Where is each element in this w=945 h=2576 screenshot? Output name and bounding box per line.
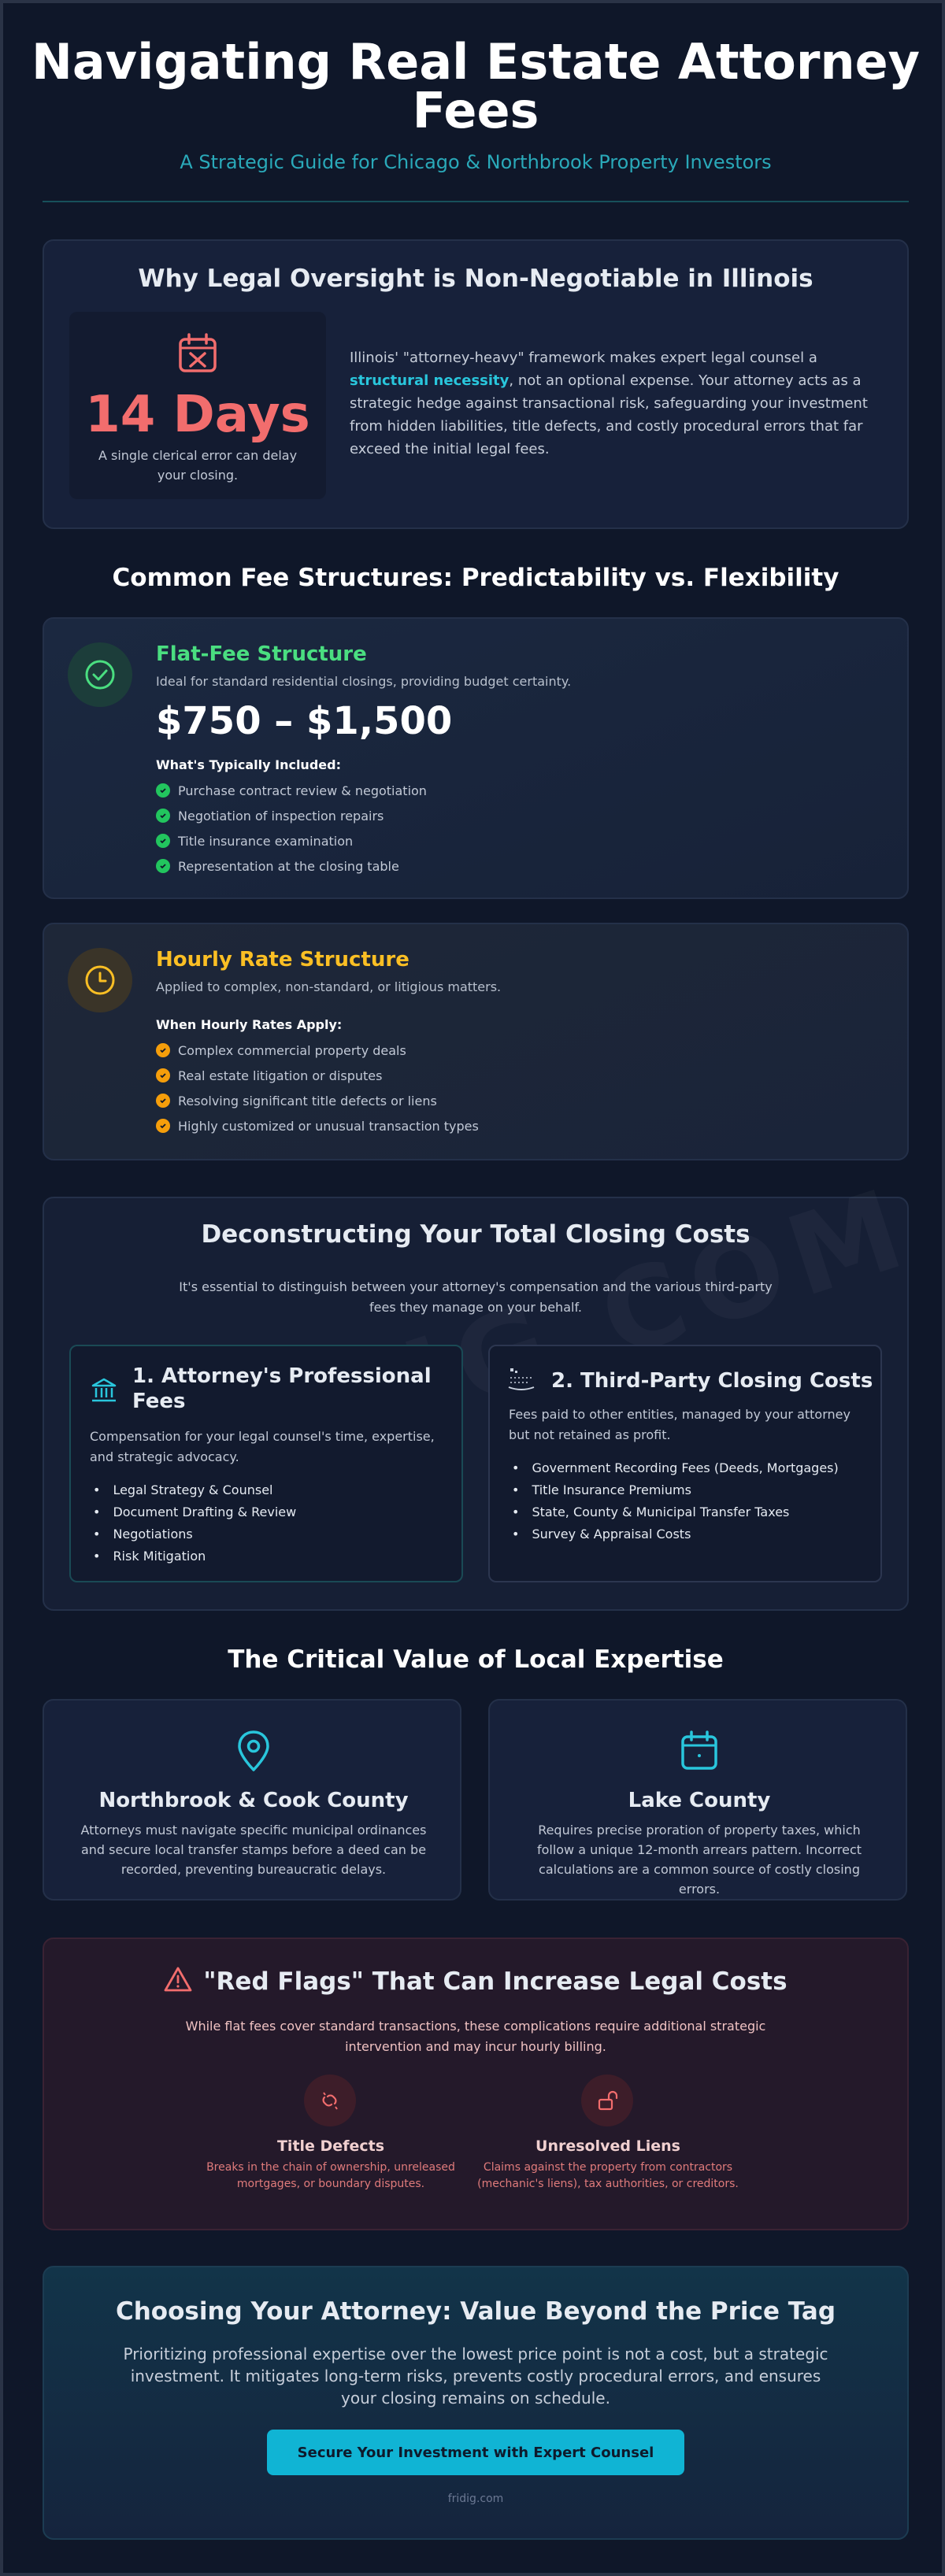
list-item: Purchase contract review & negotiation (156, 778, 427, 803)
local-text-lake: Requires precise proration of property taxes, which follow a unique 12-month arrears pattern. Incorrect calculations are a common source of costly closing errors. (536, 1823, 862, 1897)
footer-site[interactable]: fridig.com (447, 2493, 504, 2505)
calendar-x-icon (176, 332, 219, 375)
page-title: Navigating Real Estate Attorney Fees (31, 33, 921, 139)
receipt-icon (506, 1364, 537, 1395)
clock-icon (68, 948, 132, 1012)
local-title-cook: Northbrook & Cook County (98, 1789, 409, 1812)
secure-investment-button[interactable]: Secure Your Investment with Expert Counsel (267, 2430, 684, 2475)
check-icon (156, 809, 170, 823)
flat-fee-card (43, 617, 909, 899)
costs-card (43, 1197, 909, 1611)
list-item: • Survey & Appraisal Costs (509, 1523, 839, 1545)
check-icon (156, 1119, 170, 1133)
bank-icon (88, 1375, 120, 1406)
local-text-cook: Attorneys must navigate specific municipal ordinances and secure local transfer stamps before a deed can be recorded, preventing bureaucratic delays. (80, 1823, 427, 1877)
hourly-subtitle: Applied to complex, non-standard, or litigious matters. (156, 979, 502, 994)
check-circle-icon (68, 642, 132, 707)
flag-text: Breaks in the chain of ownership, unreleased mortgages, or boundary disputes. (206, 2161, 455, 2190)
check-icon (156, 1068, 170, 1083)
emphasis-text: structural necessity (350, 372, 510, 389)
flat-fee-price: $750 – $1,500 (156, 699, 453, 743)
cta-title: Choosing Your Attorney: Value Beyond the Price Tag (115, 2297, 836, 2326)
attorney-fees-list (90, 1479, 296, 1567)
flat-fee-title: Flat-Fee Structure (156, 642, 367, 666)
list-item: Complex commercial property deals (156, 1038, 479, 1063)
attorney-fees-card (69, 1345, 463, 1582)
list-item: • Title Insurance Premiums (509, 1479, 839, 1501)
why-card (43, 239, 909, 529)
calendar-icon (680, 1729, 718, 1773)
stat-caption: A single clerical error can delay your closing. (98, 448, 298, 483)
flag-text: Claims against the property from contractors (mechanic's liens), tax authorities, or creditors. (477, 2161, 739, 2190)
red-flags-title: "Red Flags" That Can Increase Legal Costs (44, 1966, 907, 1996)
hourly-label: When Hourly Rates Apply: (156, 1017, 343, 1032)
hourly-card (43, 923, 909, 1160)
header-divider (43, 201, 909, 202)
check-icon (156, 1043, 170, 1057)
fees-heading: Common Fee Structures: Predictability vs. Flexibility (112, 564, 839, 592)
flag-title: Unresolved Liens (536, 2137, 680, 2155)
list-item: • Risk Mitigation (90, 1545, 296, 1567)
list-item: • Legal Strategy & Counsel (90, 1479, 296, 1501)
check-icon (156, 834, 170, 848)
list-item: • Negotiations (90, 1523, 296, 1545)
attorney-fees-desc: Compensation for your legal counsel's time, expertise, and strategic advocacy. (90, 1429, 435, 1464)
third-party-desc: Fees paid to other entities, managed by your attorney but not retained as profit. (509, 1407, 850, 1442)
list-item: Title insurance examination (156, 828, 427, 853)
check-icon (156, 1094, 170, 1108)
flat-fee-subtitle: Ideal for standard residential closings, providing budget certainty. (156, 674, 572, 689)
broken-link-icon (304, 2074, 356, 2126)
costs-title: Deconstructing Your Total Closing Costs (201, 1220, 750, 1249)
local-card-cook (43, 1699, 461, 1901)
red-flags-card (43, 1938, 909, 2230)
why-title: Why Legal Oversight is Non-Negotiable in Illinois (138, 265, 813, 293)
third-party-card (488, 1345, 882, 1582)
list-item: Real estate litigation or disputes (156, 1063, 479, 1088)
list-item: Negotiation of inspection repairs (156, 803, 427, 828)
page-subtitle: A Strategic Guide for Chicago & Northbrook Property Investors (180, 151, 772, 173)
cta-card (43, 2266, 909, 2540)
list-item: Highly customized or unusual transaction types (156, 1113, 479, 1138)
cta-text: Prioritizing professional expertise over the lowest price point is not a cost, but a strategic investment. It mitigates long-term risks, prevents costly procedural errors, and ensures your closing remains on schedule. (123, 2345, 828, 2408)
list-item: • Document Drafting & Review (90, 1501, 296, 1523)
costs-subtitle: It's essential to distinguish between your attorney's compensation and the various third-party fees they manage on your behalf. (179, 1279, 773, 1315)
list-item: • Government Recording Fees (Deeds, Mortgages) (509, 1456, 839, 1479)
why-paragraph: Illinois' "attorney-heavy" framework makes expert legal counsel a structural necessity, not an optional expense. Your attorney acts as a strategic hedge against transactional risk, safeguarding your investment from hidden liabilities, title defects, and costly procedural errors that far exceed the initial legal fees. (350, 350, 868, 457)
local-card-lake (488, 1699, 907, 1901)
list-item: • State, County & Municipal Transfer Taxes (509, 1501, 839, 1523)
map-pin-icon (235, 1729, 272, 1773)
list-item: Representation at the closing table (156, 853, 427, 879)
local-title-lake: Lake County (628, 1789, 771, 1812)
local-heading: The Critical Value of Local Expertise (228, 1645, 724, 1674)
flag-title: Title Defects (276, 2137, 385, 2155)
unlock-icon (581, 2074, 633, 2126)
stat-box (69, 312, 326, 499)
stat-value: 14 Days (85, 386, 310, 444)
included-label: What's Typically Included: (156, 757, 341, 772)
red-flags-subtitle: While flat fees cover standard transactions, these complications require additional strategic intervention and may incur hourly billing. (185, 2019, 766, 2054)
third-party-list (509, 1456, 839, 1545)
list-item: Resolving significant title defects or liens (156, 1088, 479, 1113)
attorney-fees-title: 1. Attorney's Professional Fees (132, 1364, 432, 1413)
warning-icon (164, 1966, 192, 1993)
hourly-title: Hourly Rate Structure (156, 948, 410, 972)
flat-fee-list (156, 778, 427, 879)
check-icon (156, 859, 170, 873)
third-party-title: 2. Third-Party Closing Costs (551, 1369, 873, 1393)
check-icon (156, 783, 170, 798)
hourly-list (156, 1038, 479, 1138)
